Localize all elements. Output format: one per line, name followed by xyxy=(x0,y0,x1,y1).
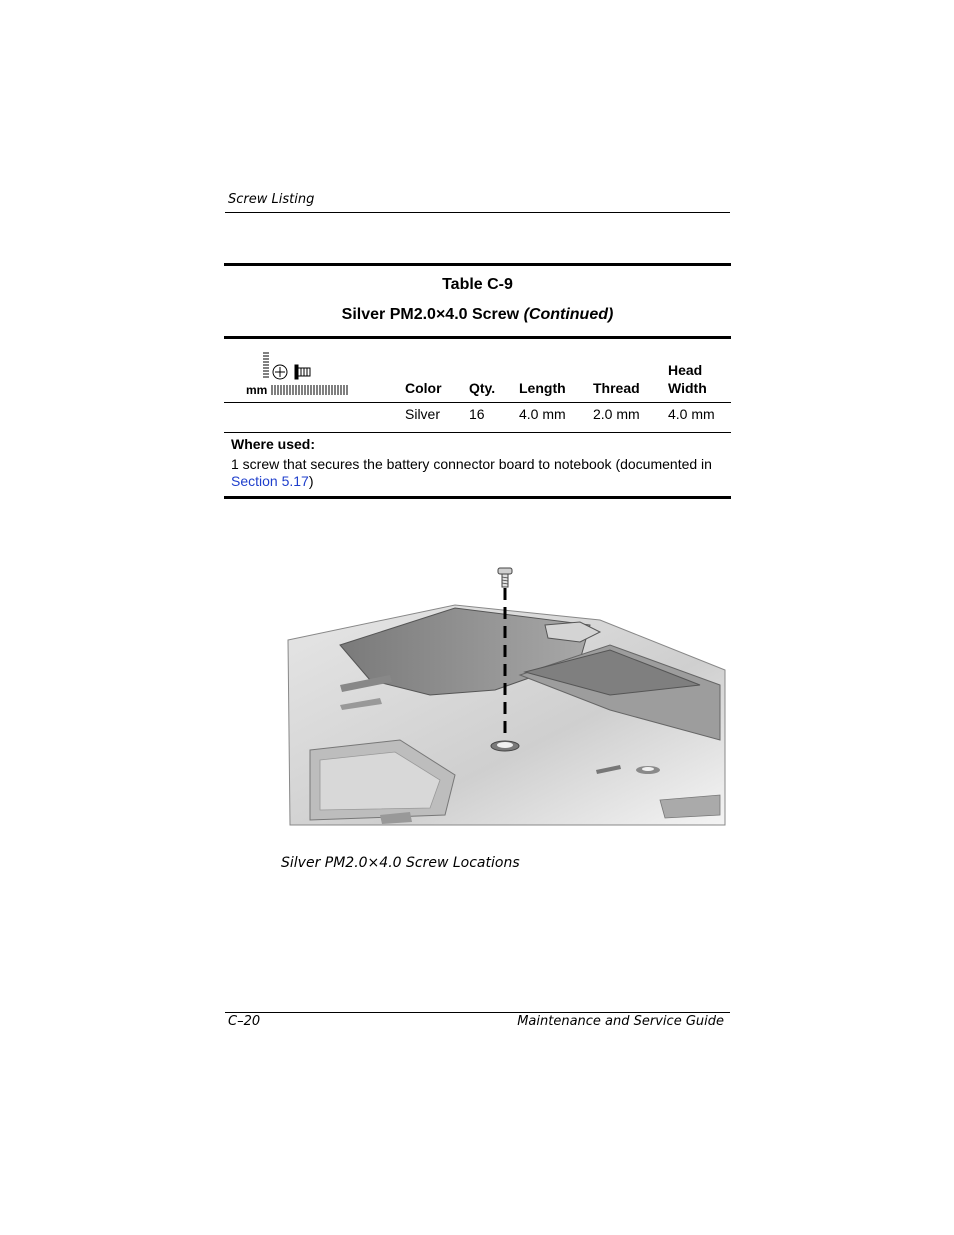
table-number: Table C-9 xyxy=(442,276,513,293)
col-header-color: Color xyxy=(405,380,442,396)
page-number: C–20 xyxy=(228,1014,261,1029)
table-row xyxy=(224,403,731,432)
running-head: Screw Listing xyxy=(228,192,315,207)
where-used-label: Where used: xyxy=(231,436,316,452)
where-used-text: 1 screw that secures the battery connector board to notebook (documented in xyxy=(231,456,712,472)
table-caption-continued: (Continued) xyxy=(523,306,614,323)
cell-qty: 16 xyxy=(469,406,485,422)
gauge-unit-label: mm xyxy=(246,383,268,397)
footer-rule xyxy=(225,1012,730,1013)
table-header-row xyxy=(224,339,731,402)
header-rule xyxy=(225,212,730,213)
where-used-block xyxy=(224,433,731,496)
col-header-length: Length xyxy=(519,380,566,396)
cell-head-width: 4.0 mm xyxy=(668,406,715,422)
col-header-qty: Qty. xyxy=(469,380,496,396)
cell-length: 4.0 mm xyxy=(519,406,566,422)
col-header-head-width-line2: Width xyxy=(668,380,707,396)
col-header-head-width-line1: Head xyxy=(668,362,703,378)
screw-table xyxy=(224,263,731,499)
table-caption-text: Silver PM2.0×4.0 Screw xyxy=(341,306,520,323)
screw-gauge-icon xyxy=(244,351,374,401)
screw-location-illustration xyxy=(280,560,730,835)
col-header-thread: Thread xyxy=(593,380,640,396)
cell-thread: 2.0 mm xyxy=(593,406,640,422)
table-bottom-rule xyxy=(224,496,731,499)
section-link[interactable]: Section 5.17 xyxy=(231,473,309,489)
figure-caption: Silver PM2.0×4.0 Screw Locations xyxy=(281,855,520,871)
table-title-block xyxy=(224,266,731,336)
guide-title: Maintenance and Service Guide xyxy=(517,1014,724,1029)
where-used-close: ) xyxy=(308,473,314,489)
cell-color: Silver xyxy=(405,406,441,422)
table-caption xyxy=(224,300,731,336)
